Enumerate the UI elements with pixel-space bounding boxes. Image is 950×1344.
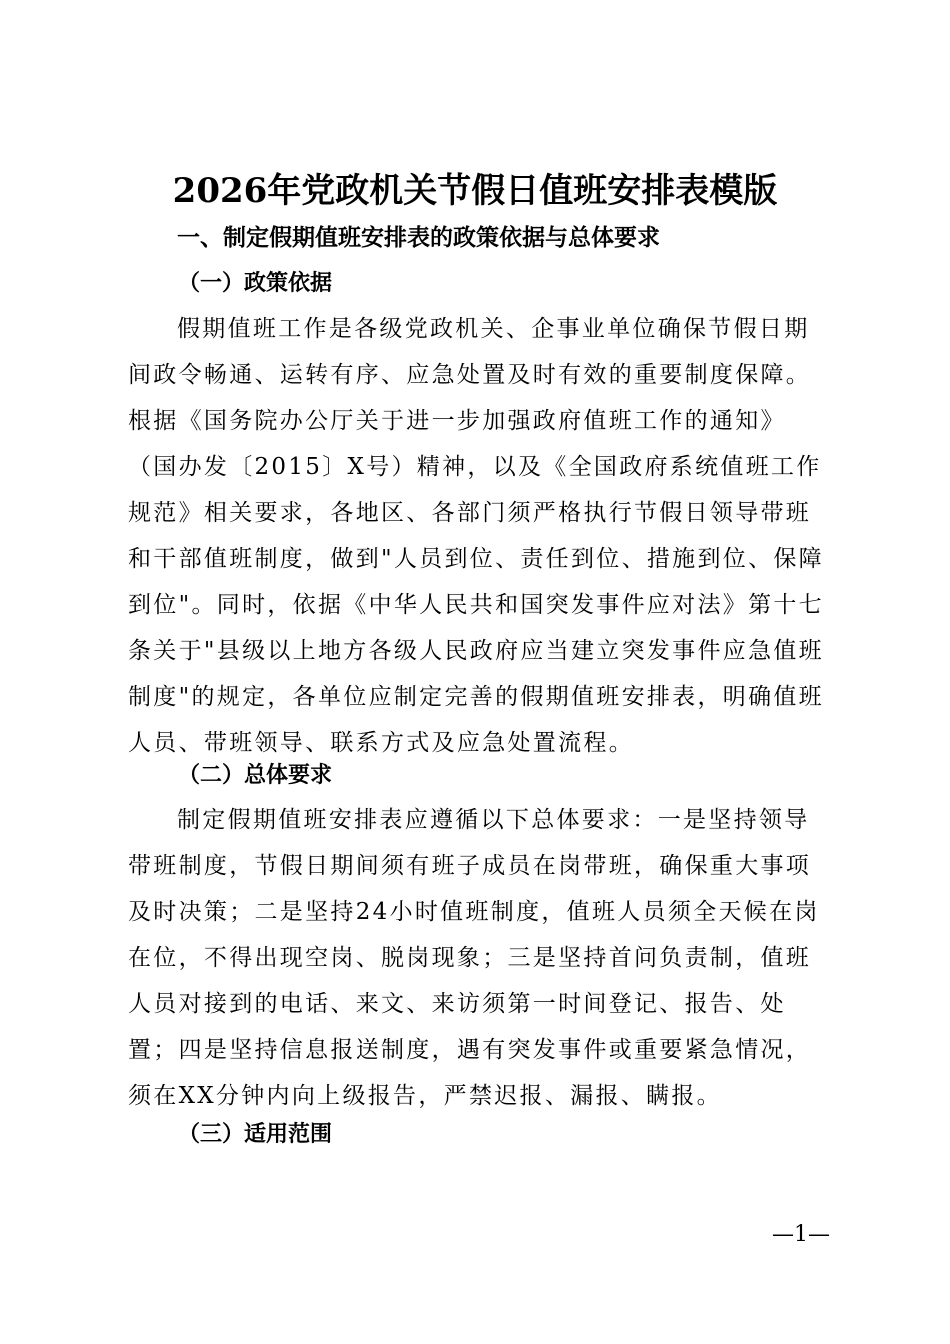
document-title: 2026年党政机关节假日值班安排表模版 <box>172 171 778 211</box>
subsection-heading-scope: （三）适用范围 <box>178 1121 333 1147</box>
paragraph-policy-basis <box>128 306 828 766</box>
paragraph-line: 须在XX分钟内向上级报告，严禁迟报、漏报、瞒报。 <box>128 1083 722 1109</box>
subsection-heading-general-requirements: （二）总体要求 <box>178 762 333 788</box>
paragraph-line: 制定假期值班安排表应遵循以下总体要求：一是坚持领导 <box>177 807 810 833</box>
section-heading-1: 一、制定假期值班安排表的政策依据与总体要求 <box>177 225 660 251</box>
paragraph-line: 和干部值班制度，做到"人员到位、责任到位、措施到位、保障 <box>128 546 824 572</box>
paragraph-line: 制度"的规定，各单位应制定完善的假期值班安排表，明确值班 <box>128 684 824 710</box>
subsection-heading-policy-basis: （一）政策依据 <box>178 270 333 296</box>
paragraph-line: 带班制度，节假日期间须有班子成员在岗带班，确保重大事项 <box>128 853 812 879</box>
paragraph-line: 在位，不得出现空岗、脱岗现象；三是坚持首问负责制，值班 <box>128 945 812 971</box>
paragraph-line: （国办发〔2015〕X号）精神，以及《全国政府系统值班工作 <box>128 454 822 480</box>
paragraph-line: 人员对接到的电话、来文、来访须第一时间登记、报告、处 <box>128 991 786 1017</box>
paragraph-line: 间政令畅通、运转有序、应急处置及时有效的重要制度保障。 <box>128 362 812 388</box>
paragraph-general-requirements <box>128 797 828 1119</box>
paragraph-line: 假期值班工作是各级党政机关、企事业单位确保节假日期 <box>177 316 810 342</box>
paragraph-line: 根据《国务院办公厅关于进一步加强政府值班工作的通知》 <box>128 408 786 434</box>
paragraph-line: 置；四是坚持信息报送制度，遇有突发事件或重要紧急情况， <box>128 1037 812 1063</box>
paragraph-line: 人员、带班领导、联系方式及应急处置流程。 <box>128 730 634 756</box>
paragraph-line: 条关于"县级以上地方各级人民政府应当建立突发事件应急值班 <box>128 638 824 664</box>
paragraph-line: 及时决策；二是坚持24小时值班制度，值班人员须全天候在岗 <box>128 899 820 925</box>
paragraph-line: 规范》相关要求，各地区、各部门须严格执行节假日领导带班 <box>128 500 812 526</box>
paragraph-line: 到位"。同时，依据《中华人民共和国突发事件应对法》第十七 <box>128 592 824 618</box>
page-number: —1— <box>772 1222 830 1247</box>
